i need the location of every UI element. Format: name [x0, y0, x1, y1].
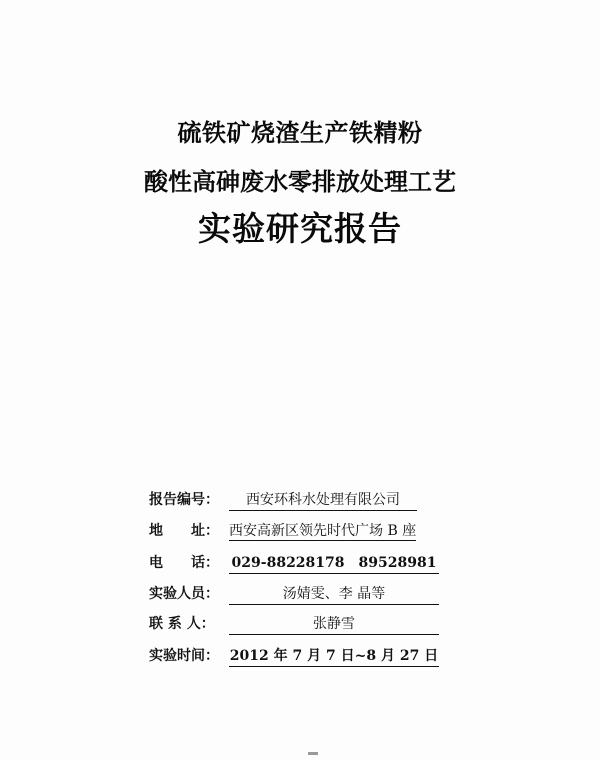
address-value-wrap: [229, 519, 439, 541]
period-value: 2012 年 7 月 7 日~8 月 27 日: [229, 644, 439, 667]
phone-label: 电 话：: [149, 555, 219, 571]
contact-value: 张静雪: [229, 612, 439, 635]
staff-value: 汤婧雯、李 晶等: [229, 582, 439, 605]
title-line-1: 硫铁矿烧渣生产铁精粉: [177, 119, 423, 147]
title-line-2: 酸性高砷废水零排放处理工艺: [144, 168, 456, 196]
contact-label: 联 系 人：: [149, 616, 215, 632]
phone-value: 029-88228178 89528981: [229, 551, 439, 574]
title-line-3: 实验研究报告: [198, 209, 402, 248]
report-no-value: 西安环科水处理有限公司: [229, 488, 417, 511]
report-no-label: 报告编号：: [149, 492, 219, 508]
period-label: 实验时间：: [149, 648, 219, 664]
address-value: 西安高新区领先时代广场 B 座: [229, 523, 417, 539]
staff-label: 实验人员：: [149, 586, 219, 602]
address-label: 地 址：: [149, 523, 219, 539]
page-footer-mark: [308, 752, 318, 755]
